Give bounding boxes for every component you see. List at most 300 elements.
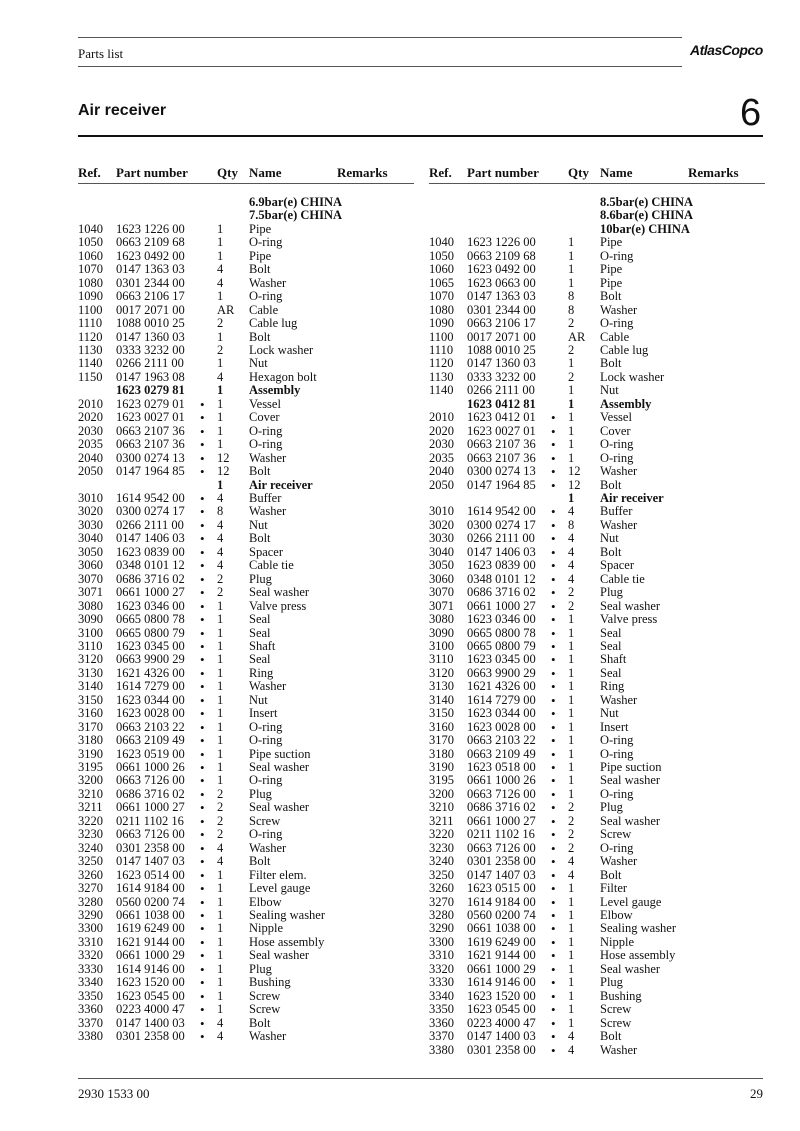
part-row (78, 304, 414, 317)
part-qty: 1 (568, 706, 575, 721)
part-row (78, 640, 414, 653)
part-qty: 1 (217, 961, 224, 976)
kit-bullet: • (551, 612, 556, 628)
part-row (429, 505, 765, 518)
part-qty: 1 (568, 248, 575, 263)
part-row (429, 196, 765, 209)
part-ref: 3370 (429, 1029, 454, 1044)
part-number: 1623 0412 81 (467, 396, 536, 411)
part-name: Washer (249, 1029, 287, 1044)
part-ref: 3360 (78, 1002, 103, 1017)
part-qty: 1 (568, 262, 575, 277)
part-qty: 1 (568, 490, 575, 505)
part-row (78, 936, 414, 949)
part-row (78, 196, 414, 209)
part-ref: 3050 (78, 544, 103, 559)
kit-bullet: • (200, 692, 205, 708)
part-number: 1623 1226 00 (467, 235, 536, 250)
part-number: 1623 0346 00 (116, 598, 185, 613)
header-name: Name (600, 165, 633, 180)
kit-bullet: • (551, 1015, 556, 1031)
part-row (78, 236, 414, 249)
kit-bullet: • (200, 746, 205, 762)
part-number: 1623 0279 01 (116, 396, 185, 411)
part-qty: 1 (217, 1002, 224, 1017)
part-ref: 3071 (78, 585, 103, 600)
kit-bullet: • (551, 773, 556, 789)
part-ref: 3211 (78, 800, 103, 815)
part-number: 1623 0028 00 (116, 706, 185, 721)
part-row (78, 869, 414, 882)
part-name: O-ring (600, 746, 634, 761)
kit-bullet: • (551, 786, 556, 802)
part-number: 0147 1363 03 (116, 262, 185, 277)
part-number: 1088 0010 25 (467, 342, 536, 357)
part-ref: 3280 (78, 894, 103, 909)
part-qty: 4 (568, 531, 575, 546)
part-ref: 3130 (429, 679, 454, 694)
part-name: O-ring (600, 786, 634, 801)
part-row (429, 963, 765, 976)
part-name: Sealing washer (249, 908, 326, 923)
part-qty: 1 (568, 692, 575, 707)
kit-bullet: • (200, 625, 205, 641)
part-number: 0017 2071 00 (116, 302, 185, 317)
part-row (78, 559, 414, 572)
kit-bullet: • (551, 504, 556, 520)
header-qty: Qty (217, 165, 238, 180)
part-name: Vessel (600, 410, 632, 425)
part-name: O-ring (249, 437, 283, 452)
part-qty: 4 (217, 558, 224, 573)
part-number: 1619 6249 00 (116, 921, 185, 936)
part-name: O-ring (249, 773, 283, 788)
kit-bullet: • (200, 638, 205, 654)
part-row (429, 1017, 765, 1030)
part-ref: 2030 (429, 437, 454, 452)
header-remarks: Remarks (337, 165, 388, 180)
part-number: 0266 2111 00 (467, 383, 535, 398)
left-parts-column (78, 163, 414, 1044)
part-ref: 1140 (429, 383, 454, 398)
part-name: O-ring (600, 733, 634, 748)
part-ref: 3280 (429, 908, 454, 923)
part-ref: 3060 (429, 571, 454, 586)
part-qty: 1 (568, 423, 575, 438)
part-row (429, 236, 765, 249)
part-row (78, 922, 414, 935)
part-number: 1623 0027 01 (116, 410, 185, 425)
part-row (429, 532, 765, 545)
part-name: Assembly (249, 383, 301, 398)
kit-bullet: • (200, 1029, 205, 1045)
part-number: 1623 0492 00 (116, 248, 185, 263)
right-parts-rows (429, 196, 765, 1057)
part-row (78, 963, 414, 976)
part-qty: 1 (568, 786, 575, 801)
kit-bullet: • (551, 813, 556, 829)
part-row (78, 707, 414, 720)
part-row (429, 425, 765, 438)
part-ref: 2040 (429, 464, 454, 479)
kit-bullet: • (200, 867, 205, 883)
part-row (429, 492, 765, 505)
part-number: 0147 1360 03 (116, 329, 185, 344)
part-name: Washer (249, 504, 287, 519)
part-name: Nut (249, 692, 268, 707)
part-row (429, 586, 765, 599)
part-name: Ring (600, 679, 625, 694)
part-number: 0686 3716 02 (467, 585, 536, 600)
part-qty: 2 (568, 316, 575, 331)
part-row (429, 815, 765, 828)
part-ref: 3100 (78, 625, 103, 640)
part-number: 0147 1360 03 (467, 356, 536, 371)
part-qty: 2 (568, 813, 575, 828)
part-qty: 1 (568, 679, 575, 694)
part-qty: 1 (217, 773, 224, 788)
kit-bullet: • (551, 450, 556, 466)
part-name: Vessel (249, 396, 281, 411)
document-number: 2930 1533 00 (78, 1086, 150, 1101)
part-name: Washer (600, 854, 638, 869)
part-qty: 1 (568, 1002, 575, 1017)
part-qty: 1 (568, 746, 575, 761)
part-ref: 3200 (78, 773, 103, 788)
kit-bullet: • (200, 854, 205, 870)
part-name: 8.5bar(e) CHINA (600, 195, 694, 209)
part-number: 1623 0345 00 (116, 638, 185, 653)
part-row (78, 976, 414, 989)
part-qty: 4 (217, 369, 224, 384)
part-qty: 1 (217, 881, 224, 896)
part-row (429, 357, 765, 370)
part-name: Hexagon bolt (249, 369, 317, 384)
part-name: Nut (249, 356, 268, 371)
part-row (78, 425, 414, 438)
part-qty: 1 (568, 988, 575, 1003)
part-row (78, 263, 414, 276)
part-number: 0665 0800 79 (467, 638, 536, 653)
part-number: 0301 2358 00 (116, 840, 185, 855)
part-qty: 1 (217, 248, 224, 263)
part-row (429, 627, 765, 640)
kit-bullet: • (551, 975, 556, 991)
part-ref: 3290 (429, 921, 454, 936)
part-row (429, 209, 765, 222)
part-ref: 3240 (429, 854, 454, 869)
part-name: Bolt (249, 1015, 271, 1030)
part-name: Elbow (249, 894, 282, 909)
kit-bullet: • (200, 881, 205, 897)
part-row (78, 882, 414, 895)
part-number: 0147 1400 03 (467, 1029, 536, 1044)
part-number: 0665 0800 79 (116, 625, 185, 640)
part-name: Ring (249, 665, 274, 680)
kit-bullet: • (551, 464, 556, 480)
part-name: Cable (249, 302, 279, 317)
part-ref: 1090 (429, 316, 454, 331)
part-qty: 1 (217, 410, 224, 425)
part-name: Hose assembly (249, 934, 325, 949)
part-ref: 3330 (429, 975, 454, 990)
part-name: 6.9bar(e) CHINA (249, 195, 343, 209)
part-name: Buffer (249, 490, 282, 505)
part-number: 0663 2103 22 (116, 719, 185, 734)
part-qty: 1 (217, 665, 224, 680)
part-number: 0147 1964 85 (467, 477, 536, 492)
part-ref: 3090 (429, 625, 454, 640)
part-qty: 12 (217, 450, 230, 465)
part-name: Screw (249, 1002, 281, 1017)
part-row (78, 1017, 414, 1030)
part-number: 0560 0200 74 (467, 908, 536, 923)
part-row (429, 452, 765, 465)
part-row (78, 573, 414, 586)
part-row (78, 627, 414, 640)
part-ref: 3040 (429, 544, 454, 559)
part-ref: 3260 (78, 867, 103, 882)
part-number: 0348 0101 12 (116, 558, 185, 573)
part-name: Seal washer (600, 961, 661, 976)
part-ref: 3300 (429, 934, 454, 949)
kit-bullet: • (200, 396, 205, 412)
part-row (78, 896, 414, 909)
part-qty: 2 (568, 827, 575, 842)
part-qty: 1 (568, 733, 575, 748)
part-qty: 1 (217, 934, 224, 949)
part-row (78, 250, 414, 263)
part-qty: 4 (568, 544, 575, 559)
part-row (78, 855, 414, 868)
part-ref: 3310 (78, 934, 103, 949)
part-ref: 2010 (429, 410, 454, 425)
kit-bullet: • (551, 544, 556, 560)
part-row (429, 223, 765, 236)
part-name: Sealing washer (600, 921, 677, 936)
part-ref: 1080 (429, 302, 454, 317)
part-number: 0301 2344 00 (467, 302, 536, 317)
part-name: Washer (249, 840, 287, 855)
kit-bullet: • (200, 908, 205, 924)
part-ref: 3210 (429, 800, 454, 815)
part-number: 1619 6249 00 (467, 934, 536, 949)
kit-bullet: • (551, 517, 556, 533)
part-ref: 3160 (78, 706, 103, 721)
part-number: 0266 2111 00 (116, 356, 184, 371)
part-number: 1623 1226 00 (116, 221, 185, 236)
part-ref: 1070 (78, 262, 103, 277)
part-qty: 1 (568, 719, 575, 734)
part-number: 0147 1407 03 (467, 867, 536, 882)
part-qty: 2 (568, 585, 575, 600)
part-ref: 3110 (429, 652, 454, 667)
part-row (78, 761, 414, 774)
part-number: 1623 0344 00 (467, 706, 536, 721)
part-row (429, 842, 765, 855)
brand-logo: AtlasCopco (690, 42, 763, 58)
part-name: Plug (249, 571, 272, 586)
part-ref: 2030 (78, 423, 103, 438)
part-ref: 3100 (429, 638, 454, 653)
part-number: 0661 1000 26 (467, 773, 536, 788)
kit-bullet: • (200, 934, 205, 950)
part-name: Cover (600, 423, 631, 438)
part-row (429, 640, 765, 653)
kit-bullet: • (200, 571, 205, 587)
part-name: Seal washer (600, 813, 661, 828)
part-ref: 3270 (429, 894, 454, 909)
part-ref: 3030 (429, 531, 454, 546)
part-ref: 2040 (78, 450, 103, 465)
part-name: Cable lug (249, 316, 298, 331)
part-row (429, 761, 765, 774)
part-qty: 4 (568, 504, 575, 519)
part-qty: 4 (568, 571, 575, 586)
part-name: O-ring (600, 840, 634, 855)
part-name: Washer (600, 692, 638, 707)
part-qty: 1 (568, 1015, 575, 1030)
part-name: Plug (600, 975, 623, 990)
part-number: 0147 1407 03 (116, 854, 185, 869)
part-qty: 1 (217, 719, 224, 734)
part-number: 0663 2109 49 (467, 746, 536, 761)
part-number: 0686 3716 02 (116, 786, 185, 801)
part-row (78, 344, 414, 357)
kit-bullet: • (551, 988, 556, 1004)
part-name: Nut (600, 706, 619, 721)
part-row (429, 384, 765, 397)
part-row (429, 922, 765, 935)
part-ref: 1120 (429, 356, 454, 371)
part-ref: 2020 (429, 423, 454, 438)
part-number: 1623 0028 00 (467, 719, 536, 734)
part-row (429, 721, 765, 734)
part-qty: 2 (217, 342, 224, 357)
part-name: Level gauge (249, 881, 311, 896)
part-qty: 2 (217, 786, 224, 801)
kit-bullet: • (200, 988, 205, 1004)
part-name: Nut (600, 383, 619, 398)
kit-bullet: • (200, 531, 205, 547)
part-ref: 1065 (429, 275, 454, 290)
part-ref: 1080 (78, 275, 103, 290)
part-name: O-ring (249, 423, 283, 438)
part-ref: 3220 (429, 827, 454, 842)
header-part-number: Part number (467, 165, 539, 180)
part-qty: 4 (217, 531, 224, 546)
kit-bullet: • (200, 490, 205, 506)
part-name: Air receiver (249, 477, 313, 492)
part-row (429, 438, 765, 451)
part-number: 1623 0514 00 (116, 867, 185, 882)
part-qty: 2 (217, 571, 224, 586)
part-ref: 1100 (78, 302, 103, 317)
part-number: 1623 0663 00 (467, 275, 536, 290)
kit-bullet: • (551, 558, 556, 574)
part-number: 0686 3716 02 (116, 571, 185, 586)
header-ref: Ref. (429, 165, 452, 180)
part-row (78, 748, 414, 761)
kit-bullet: • (200, 612, 205, 628)
part-ref: 3080 (429, 612, 454, 627)
part-name: Plug (600, 800, 623, 815)
part-name: Filter elem. (249, 867, 307, 882)
part-qty: 2 (217, 800, 224, 815)
part-qty: 1 (217, 235, 224, 250)
right-parts-column (429, 163, 765, 1057)
header-part-number: Part number (116, 165, 188, 180)
part-name: Bushing (600, 988, 642, 1003)
part-qty: 2 (217, 316, 224, 331)
part-qty: 1 (568, 437, 575, 452)
part-qty: 1 (568, 921, 575, 936)
part-ref: 1040 (78, 221, 103, 236)
part-qty: 1 (568, 625, 575, 640)
kit-bullet: • (551, 733, 556, 749)
kit-bullet: • (551, 760, 556, 776)
part-name: Bushing (249, 975, 291, 990)
part-ref: 3330 (78, 961, 103, 976)
part-name: Valve press (600, 612, 658, 627)
kit-bullet: • (200, 652, 205, 668)
part-qty: 1 (217, 598, 224, 613)
part-name: Nipple (249, 921, 284, 936)
kit-bullet: • (551, 477, 556, 493)
part-number: 1614 7279 00 (467, 692, 536, 707)
kit-bullet: • (551, 598, 556, 614)
part-row (429, 411, 765, 424)
part-qty: 1 (217, 638, 224, 653)
kit-bullet: • (200, 517, 205, 533)
part-qty: 1 (217, 329, 224, 344)
kit-bullet: • (200, 437, 205, 453)
part-name: Spacer (600, 558, 635, 573)
part-number: 0665 0800 78 (116, 612, 185, 627)
kit-bullet: • (200, 921, 205, 937)
kit-bullet: • (551, 423, 556, 439)
part-name: 10bar(e) CHINA (600, 221, 690, 236)
part-number: 0661 1000 29 (116, 948, 185, 963)
part-qty: 4 (217, 275, 224, 290)
part-row (78, 815, 414, 828)
part-number: 1623 0515 00 (467, 881, 536, 896)
part-number: 0663 2106 17 (116, 289, 185, 304)
part-qty: 1 (217, 625, 224, 640)
part-qty: 12 (568, 464, 581, 479)
part-ref: 3020 (429, 517, 454, 532)
part-qty: 4 (217, 517, 224, 532)
part-row (429, 1003, 765, 1016)
part-row (429, 263, 765, 276)
part-row (429, 317, 765, 330)
part-number: 0663 2103 22 (467, 733, 536, 748)
part-ref: 1120 (78, 329, 103, 344)
part-number: 1623 0492 00 (467, 262, 536, 277)
part-ref: 3060 (78, 558, 103, 573)
part-name: Shaft (600, 652, 627, 667)
part-name: Pipe suction (600, 760, 662, 775)
part-name: Washer (249, 275, 287, 290)
kit-bullet: • (200, 975, 205, 991)
part-row (78, 842, 414, 855)
part-name: Cable tie (600, 571, 645, 586)
part-row (78, 680, 414, 693)
kit-bullet: • (200, 1002, 205, 1018)
part-qty: 2 (217, 585, 224, 600)
part-qty: 1 (217, 679, 224, 694)
part-ref: 1140 (78, 356, 103, 371)
